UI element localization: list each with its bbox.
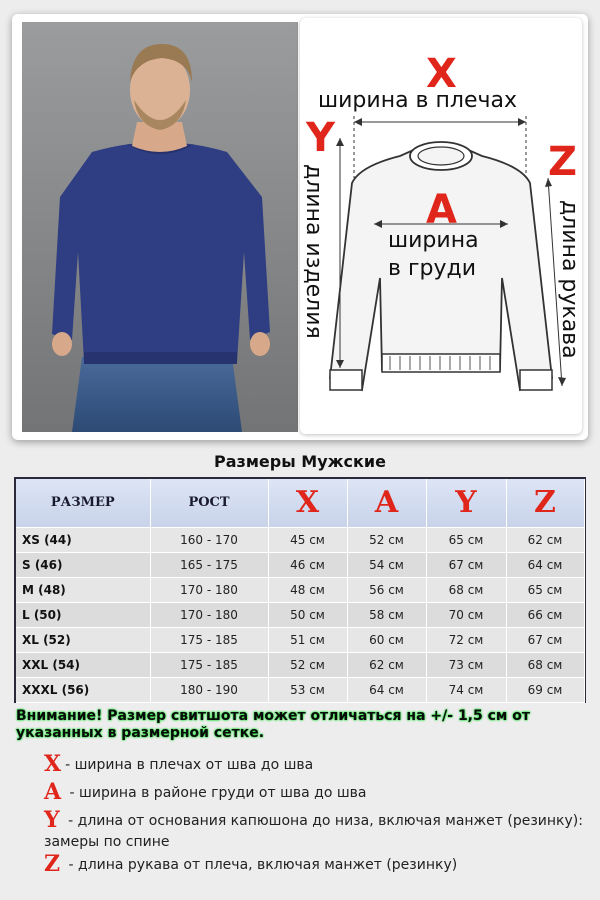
size-warning: Внимание! Размер свитшота может отличаться на +/- 1,5 см от указанных в размерной сетке. bbox=[16, 708, 530, 741]
legend-letter-x: X bbox=[44, 751, 62, 777]
model-illustration bbox=[22, 22, 298, 432]
cell-z: 65 см bbox=[506, 577, 584, 602]
a-label-line2: в груди bbox=[388, 256, 477, 281]
table-header-row bbox=[16, 479, 584, 527]
header-size: РАЗМЕР bbox=[16, 479, 150, 527]
cell-size: XXXL (56) bbox=[16, 677, 150, 702]
cell-y: 67 см bbox=[426, 552, 506, 577]
legend-item-y bbox=[44, 807, 584, 853]
size-table bbox=[14, 477, 586, 703]
measurement-diagram bbox=[300, 18, 582, 434]
size-table-title: Размеры Мужские bbox=[214, 452, 386, 471]
x-label: ширина в плечах bbox=[318, 88, 517, 113]
legend-letter-y: Y bbox=[44, 807, 60, 833]
cell-height: 170 - 180 bbox=[150, 602, 268, 627]
product-photo bbox=[22, 22, 298, 432]
cell-y: 74 см bbox=[426, 677, 506, 702]
cell-x: 46 см bbox=[268, 552, 347, 577]
cell-x: 52 см bbox=[268, 652, 347, 677]
table-row bbox=[16, 652, 584, 677]
header-a: A bbox=[347, 479, 426, 527]
x-letter: X bbox=[426, 51, 457, 97]
legend-text-a: - ширина в районе груди от шва до шва bbox=[65, 785, 367, 801]
cell-z: 68 см bbox=[506, 652, 584, 677]
cell-a: 56 см bbox=[347, 577, 426, 602]
legend-letter-z: Z bbox=[44, 851, 61, 877]
cell-z: 64 см bbox=[506, 552, 584, 577]
table-row bbox=[16, 552, 584, 577]
legend-text-x: - ширина в плечах от шва до шва bbox=[65, 757, 314, 773]
cell-a: 60 см bbox=[347, 627, 426, 652]
cell-x: 50 см bbox=[268, 602, 347, 627]
cell-x: 51 см bbox=[268, 627, 347, 652]
cell-height: 180 - 190 bbox=[150, 677, 268, 702]
cell-y: 70 см bbox=[426, 602, 506, 627]
z-label: длина рукава bbox=[557, 200, 582, 359]
header-height: РОСТ bbox=[150, 479, 268, 527]
cell-a: 52 см bbox=[347, 527, 426, 552]
y-letter: Y bbox=[306, 115, 335, 161]
legend-item-x bbox=[44, 751, 584, 777]
y-label: длина изделия bbox=[301, 164, 326, 339]
cell-a: 64 см bbox=[347, 677, 426, 702]
legend-text-y: - длина от основания капюшона до низа, включая манжет (резинку): замеры по спине bbox=[44, 813, 583, 850]
cell-a: 54 см bbox=[347, 552, 426, 577]
legend-text-z: - длина рукава от плеча, включая манжет (резинку) bbox=[64, 857, 458, 873]
table-row bbox=[16, 627, 584, 652]
table-row bbox=[16, 577, 584, 602]
header-z: Z bbox=[506, 479, 584, 527]
cell-z: 67 см bbox=[506, 627, 584, 652]
cell-size: L (50) bbox=[16, 602, 150, 627]
cell-z: 66 см bbox=[506, 602, 584, 627]
cell-x: 45 см bbox=[268, 527, 347, 552]
a-letter: A bbox=[426, 187, 457, 233]
cell-height: 160 - 170 bbox=[150, 527, 268, 552]
z-letter: Z bbox=[548, 139, 578, 185]
cell-size: XXL (54) bbox=[16, 652, 150, 677]
cell-size: M (48) bbox=[16, 577, 150, 602]
cell-y: 72 см bbox=[426, 627, 506, 652]
legend-letter-a: A bbox=[44, 779, 62, 805]
cell-size: XL (52) bbox=[16, 627, 150, 652]
cell-height: 170 - 180 bbox=[150, 577, 268, 602]
cell-size: S (46) bbox=[16, 552, 150, 577]
legend-item-a bbox=[44, 779, 584, 805]
cell-y: 65 см bbox=[426, 527, 506, 552]
a-label-line1: ширина bbox=[388, 228, 479, 253]
table-row bbox=[16, 527, 584, 552]
cell-a: 58 см bbox=[347, 602, 426, 627]
header-y: Y bbox=[426, 479, 506, 527]
cell-a: 62 см bbox=[347, 652, 426, 677]
cell-height: 175 - 185 bbox=[150, 652, 268, 677]
cell-y: 68 см bbox=[426, 577, 506, 602]
cell-size: XS (44) bbox=[16, 527, 150, 552]
cell-z: 62 см bbox=[506, 527, 584, 552]
cell-height: 175 - 185 bbox=[150, 627, 268, 652]
legend-item-z bbox=[44, 851, 584, 877]
table-row bbox=[16, 602, 584, 627]
cell-x: 48 см bbox=[268, 577, 347, 602]
cell-z: 69 см bbox=[506, 677, 584, 702]
cell-y: 73 см bbox=[426, 652, 506, 677]
cell-x: 53 см bbox=[268, 677, 347, 702]
table-row bbox=[16, 677, 584, 702]
header-x: X bbox=[268, 479, 347, 527]
cell-height: 165 - 175 bbox=[150, 552, 268, 577]
